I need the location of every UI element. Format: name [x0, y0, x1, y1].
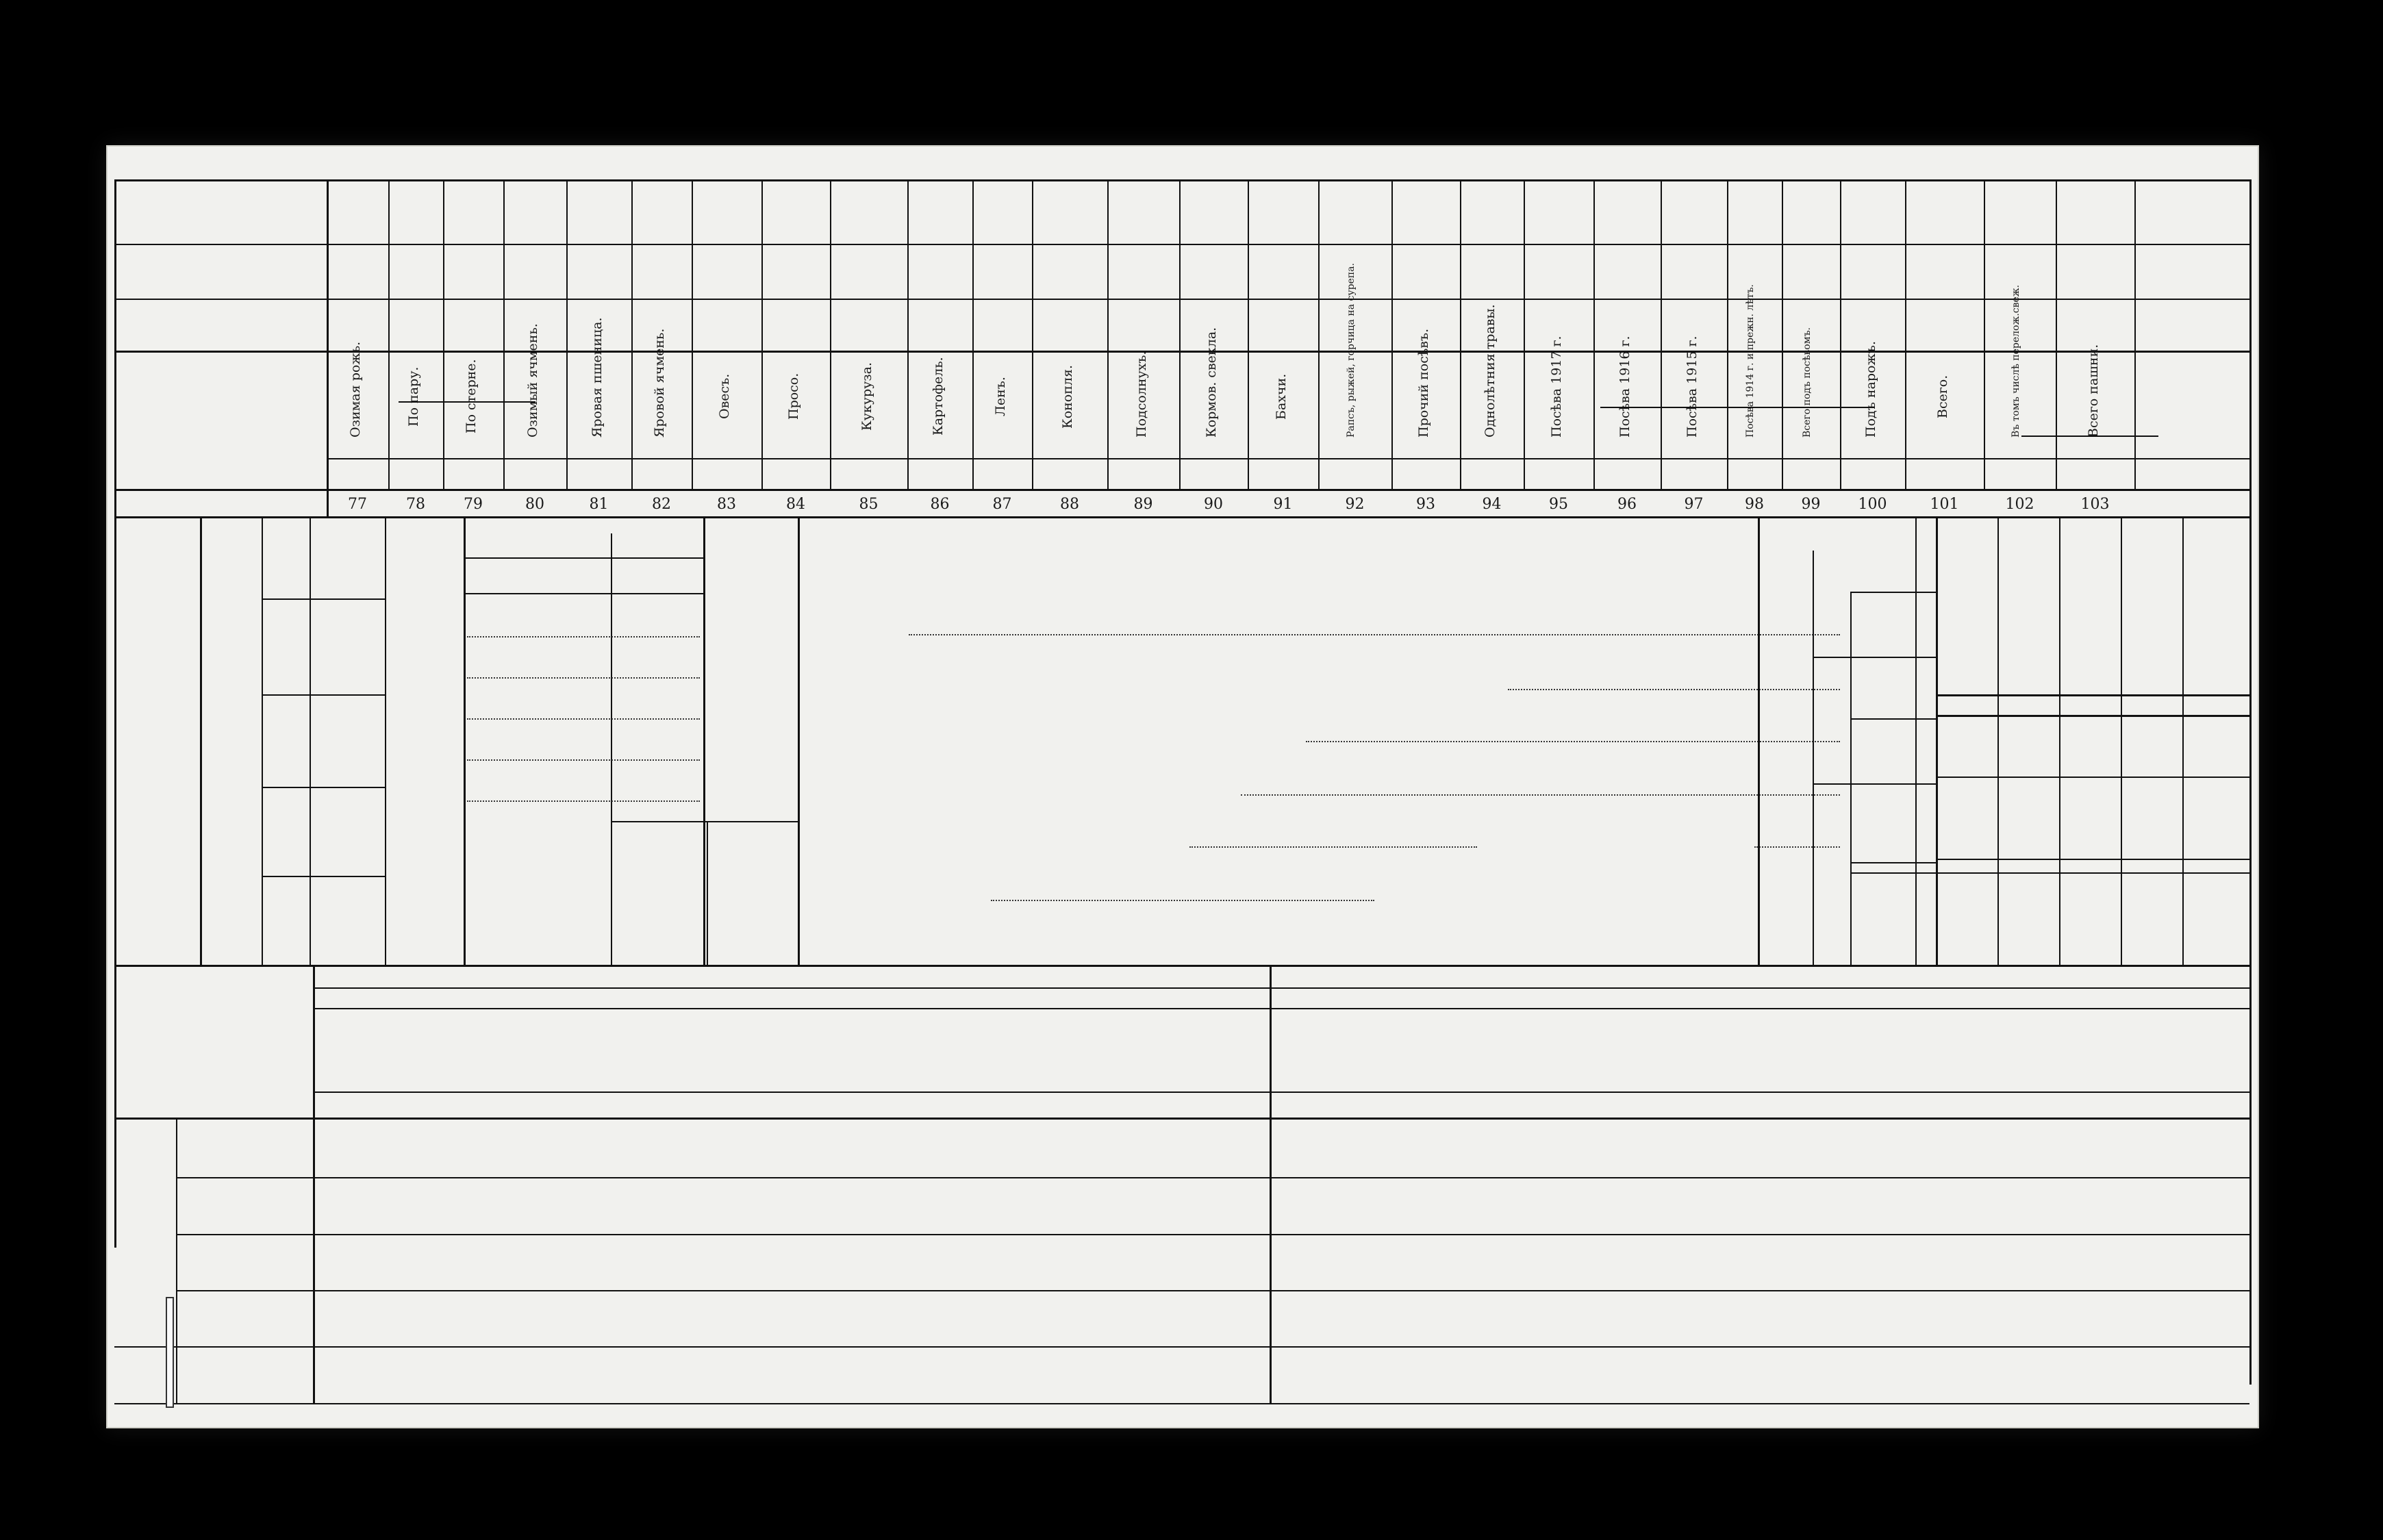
rule — [2021, 436, 2158, 437]
rule — [1936, 715, 2249, 717]
top-col-header: Посѣва 1917 г. — [1549, 336, 1564, 438]
rule — [1813, 657, 1936, 658]
top-col-number: 84 — [786, 496, 805, 513]
top-col-number: 80 — [525, 496, 544, 513]
top-col-header: По пару. — [406, 366, 421, 427]
rule — [2121, 516, 2122, 965]
top-col-number: 97 — [1684, 496, 1704, 513]
rule — [1782, 179, 1783, 489]
rule — [467, 677, 700, 679]
rule — [1850, 718, 1936, 720]
rule — [388, 179, 390, 489]
top-col-number: 100 — [1858, 496, 1887, 513]
rule — [1270, 965, 1272, 1403]
rule — [1840, 179, 1841, 489]
rule — [1391, 179, 1393, 489]
top-col-number: 86 — [930, 496, 950, 513]
rule — [114, 965, 2251, 967]
top-col-number: 92 — [1345, 496, 1365, 513]
rule — [566, 179, 568, 489]
rule — [1600, 407, 1874, 408]
rule — [327, 458, 2251, 459]
top-col-header: Озимая рожь. — [348, 341, 363, 438]
rule — [761, 179, 763, 489]
top-col-header: Яровая пшеница. — [589, 317, 605, 438]
rule — [467, 718, 700, 720]
top-col-header: Всего пашни. — [2085, 344, 2101, 438]
top-col-number: 87 — [992, 496, 1012, 513]
top-col-number: 99 — [1801, 496, 1821, 513]
top-col-header: Прочий посѣвъ. — [1416, 328, 1431, 438]
rule — [1936, 694, 2249, 696]
rule — [1997, 516, 1999, 965]
top-col-header: Посѣва 1916 г. — [1617, 336, 1632, 438]
rule — [1524, 179, 1525, 489]
top-col-number: 88 — [1060, 496, 1079, 513]
rule — [1850, 862, 1936, 863]
rule — [798, 516, 800, 965]
rule — [631, 179, 633, 489]
rule — [443, 179, 444, 489]
rule — [114, 244, 2251, 245]
top-col-number: 81 — [589, 496, 609, 513]
rule — [703, 516, 705, 965]
top-col-header: Яровой ячмень. — [652, 328, 667, 438]
top-col-number: 77 — [348, 496, 367, 513]
rule — [262, 598, 385, 600]
rule — [262, 516, 263, 965]
rule — [1460, 179, 1461, 489]
rule — [972, 179, 974, 489]
rule — [1189, 846, 1477, 848]
rule — [200, 516, 202, 965]
rule — [114, 516, 2251, 518]
rule — [1936, 777, 2249, 778]
rule — [399, 401, 535, 403]
rule — [2249, 179, 2251, 516]
rule — [1661, 179, 1662, 489]
rule — [1306, 741, 1840, 742]
rule — [1758, 516, 1760, 965]
rule — [1915, 516, 1917, 965]
rule — [313, 1008, 2249, 1009]
rule — [176, 1118, 177, 1403]
paper-tag — [166, 1297, 174, 1408]
rule — [1936, 859, 2249, 860]
top-col-number: 90 — [1204, 496, 1223, 513]
rule — [1179, 179, 1181, 489]
rule — [991, 900, 1374, 901]
rule — [176, 1290, 2249, 1291]
top-col-header: Посѣва 1914 г. и прежн. лѣтъ. — [1745, 284, 1756, 438]
rule — [2134, 179, 2136, 489]
rule — [1318, 179, 1320, 489]
rule — [114, 489, 2251, 491]
top-col-header: Посѣва 1915 г. — [1684, 336, 1700, 438]
rule — [907, 179, 909, 489]
top-col-number: 83 — [717, 496, 736, 513]
rule — [1850, 592, 1852, 965]
top-col-header: Кукуруза. — [859, 362, 874, 431]
rule — [262, 787, 385, 788]
rule — [1754, 846, 1840, 848]
rule — [1936, 516, 1938, 965]
rule — [1813, 783, 1936, 785]
top-col-number: 96 — [1617, 496, 1637, 513]
rule — [830, 179, 831, 489]
top-col-number: 85 — [859, 496, 879, 513]
rule — [464, 557, 703, 559]
top-col-number: 91 — [1273, 496, 1293, 513]
rule — [1241, 794, 1840, 796]
rule — [611, 533, 612, 965]
top-col-number: 98 — [1745, 496, 1764, 513]
rule — [310, 516, 311, 965]
top-col-number: 78 — [406, 496, 425, 513]
top-col-header: Ленъ. — [992, 377, 1008, 416]
rule — [1593, 179, 1595, 489]
rule — [707, 821, 708, 965]
rule — [313, 1091, 2249, 1093]
rule — [114, 351, 2251, 353]
top-col-header: Подъ нарожъ. — [1863, 340, 1878, 438]
top-col-header: Конопля. — [1060, 364, 1075, 429]
rule — [464, 593, 703, 594]
rule — [1905, 179, 1906, 489]
top-col-header: Подсолнухъ. — [1133, 351, 1149, 438]
top-col-header: Озимый ячмень. — [525, 323, 540, 438]
rule — [467, 759, 700, 761]
top-col-number: 89 — [1133, 496, 1153, 513]
rule — [1850, 872, 2249, 874]
rule — [611, 821, 799, 822]
rule — [262, 694, 385, 696]
top-col-header: Кормов. свекла. — [1204, 327, 1219, 438]
rule — [467, 636, 700, 638]
rule — [909, 634, 1840, 635]
census-card — [106, 145, 2259, 1428]
rule — [114, 299, 2251, 300]
rule — [313, 965, 315, 1403]
top-col-header: Рапсъ, рыжей, горчица на сурепа. — [1345, 263, 1357, 438]
rule — [385, 516, 386, 965]
top-col-number: 82 — [652, 496, 671, 513]
rule — [2182, 516, 2184, 965]
top-col-number: 94 — [1482, 496, 1502, 513]
rule — [114, 179, 2251, 181]
rule — [114, 1346, 2249, 1348]
top-col-header: Однолѣтния травы. — [1482, 304, 1498, 438]
top-col-header: Всего. — [1934, 375, 1950, 418]
rule — [1248, 179, 1249, 489]
rule — [1508, 689, 1840, 690]
rule — [1850, 592, 1936, 593]
rule — [464, 516, 466, 965]
rule — [114, 179, 116, 1248]
rule — [176, 1177, 2249, 1178]
top-col-number: 101 — [1930, 496, 1959, 513]
top-col-header: Всего подъ посѣвомъ. — [1801, 327, 1813, 438]
rule — [2059, 516, 2060, 965]
rule — [313, 987, 2249, 989]
top-col-number: 95 — [1549, 496, 1568, 513]
top-col-header: Въ томъ числѣ перелож.свеж. — [2010, 284, 2021, 438]
rule — [114, 1403, 2249, 1404]
top-col-number: 79 — [464, 496, 483, 513]
rule — [503, 179, 505, 489]
rule — [176, 1234, 2249, 1235]
top-col-number: 93 — [1416, 496, 1435, 513]
rule — [1727, 179, 1728, 489]
rule — [2056, 179, 2057, 489]
top-col-header: По стерне. — [464, 359, 479, 434]
top-col-header: Просо. — [786, 373, 801, 420]
rule — [114, 1118, 2251, 1120]
top-col-number: 102 — [2005, 496, 2034, 513]
top-col-header: Картофель. — [930, 357, 946, 436]
rule — [467, 800, 700, 802]
rule — [262, 876, 385, 877]
rule — [1984, 179, 1985, 489]
rule — [1813, 551, 1814, 965]
rule — [327, 179, 328, 516]
rule — [1032, 179, 1033, 489]
top-col-header: Бахчи. — [1273, 373, 1289, 420]
top-col-header: Овесъ. — [717, 373, 732, 420]
top-col-number: 103 — [2080, 496, 2110, 513]
rule — [1107, 179, 1109, 489]
rule — [692, 179, 693, 489]
